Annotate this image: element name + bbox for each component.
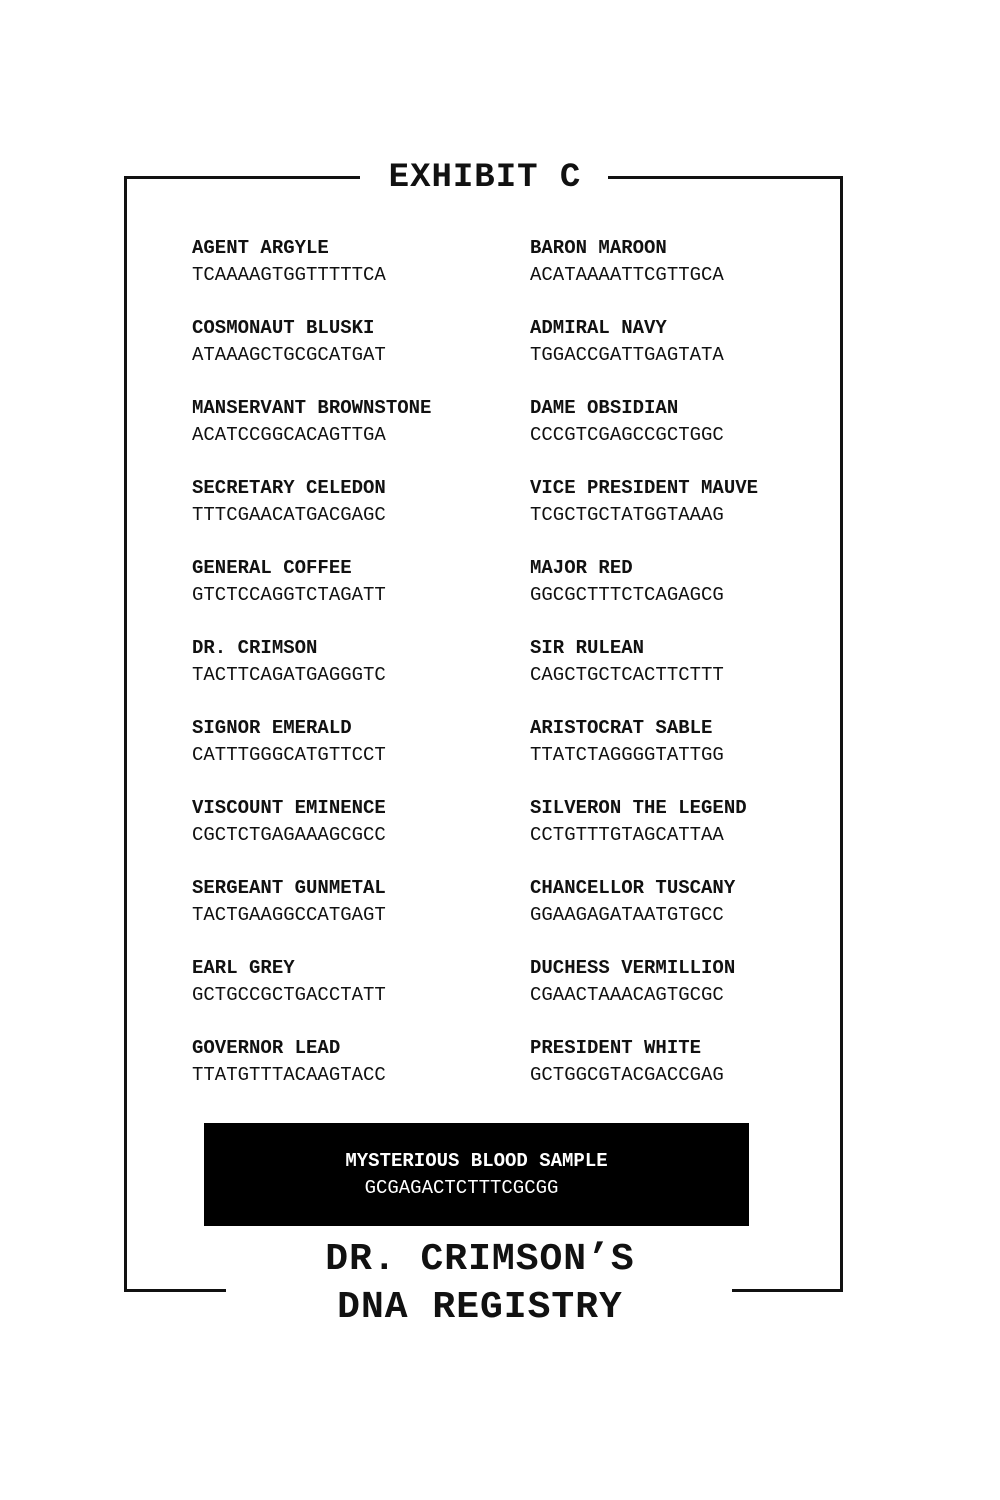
frame-left [124,176,127,1292]
dna-entry [192,232,530,312]
entry-name: VISCOUNT EMINENCE [192,797,386,819]
entry-sequence: ACATAAAATTCGTTGCA [530,264,724,286]
entry-name: CHANCELLOR TUSCANY [530,877,736,899]
entry-name: DR. CRIMSON [192,637,318,659]
entry-name: BARON MAROON [530,237,667,259]
dna-entry [192,872,530,952]
entry-name: DUCHESS VERMILLION [530,957,736,979]
entry-sequence: TTTCGAACATGACGAGC [192,504,386,526]
dna-entry [530,792,830,872]
entry-sequence: ACATCCGGCACAGTTGA [192,424,386,446]
mysterious-sample-box [204,1123,749,1226]
registry-title [230,1236,730,1332]
dna-entry [530,1032,830,1112]
entry-name: MAJOR RED [530,557,633,579]
registry-title-line-2: DNA REGISTRY [337,1286,623,1329]
entry-sequence: GGAAGAGATAATGTGCC [530,904,724,926]
entry-name: GOVERNOR LEAD [192,1037,341,1059]
dna-entry [530,872,830,952]
dna-entry [530,392,830,472]
entry-name: SIR RULEAN [530,637,645,659]
entry-sequence: CAGCTGCTCACTTCTTT [530,664,724,686]
frame-right [840,176,843,1292]
dna-entry [192,952,530,1032]
dna-entry [192,632,530,712]
dna-entry [192,712,530,792]
entry-name: EARL GREY [192,957,295,979]
dna-entry [530,232,830,312]
frame-bottom-left [124,1289,226,1292]
dna-entry-list [192,232,832,1112]
entry-sequence: TCAAAAGTGGTTTTTCA [192,264,386,286]
exhibit-title: EXHIBIT C [388,159,582,197]
entry-sequence: CCTGTTTGTAGCATTAA [530,824,724,846]
entry-name: ADMIRAL NAVY [530,317,667,339]
entry-sequence: GCTGCCGCTGACCTATT [192,984,386,1006]
entry-name: SECRETARY CELEDON [192,477,386,499]
entry-name: SILVERON THE LEGEND [530,797,747,819]
dna-entry [530,312,830,392]
entry-sequence: CATTTGGGCATGTTCCT [192,744,386,766]
entry-sequence: TCGCTGCTATGGTAAAG [530,504,724,526]
dna-entry [530,952,830,1032]
frame-top-left [124,176,360,179]
entry-sequence: TACTGAAGGCCATGAGT [192,904,386,926]
dna-entry [530,712,830,792]
registry-title-line-1: DR. CRIMSON’S [325,1238,635,1281]
frame-bottom-right [732,1289,843,1292]
entry-name: SIGNOR EMERALD [192,717,352,739]
entry-name: PRESIDENT WHITE [530,1037,702,1059]
dna-entry [192,792,530,872]
dna-entry [192,312,530,392]
dna-entry [192,552,530,632]
entry-name: ARISTOCRAT SABLE [530,717,713,739]
dna-entry [192,1032,530,1112]
entry-sequence: ATAAAGCTGCGCATGAT [192,344,386,366]
entry-sequence: GGCGCTTTCTCAGAGCG [530,584,724,606]
dna-entry [530,552,830,632]
entry-sequence: GTCTCCAGGTCTAGATT [192,584,386,606]
entry-name: DAME OBSIDIAN [530,397,679,419]
entry-name: AGENT ARGYLE [192,237,329,259]
entry-sequence: CCCGTCGAGCCGCTGGC [530,424,724,446]
dna-entry [192,392,530,472]
entry-name: COSMONAUT BLUSKI [192,317,375,339]
entry-sequence: CGAACTAAACAGTGCGC [530,984,724,1006]
entry-sequence: TTATGTTTACAAGTACC [192,1064,386,1086]
dna-entry [530,632,830,712]
entry-name: GENERAL COFFEE [192,557,352,579]
entry-name: VICE PRESIDENT MAUVE [530,477,759,499]
dna-entry [530,472,830,552]
entry-sequence: TTATCTAGGGGTATTGG [530,744,724,766]
entry-sequence: TACTTCAGATGAGGGTC [192,664,386,686]
entry-sequence: GCTGGCGTACGACCGAG [530,1064,724,1086]
entry-name: MANSERVANT BROWNSTONE [192,397,432,419]
sample-sequence: GCGAGACTCTTTCGCGG [364,1177,559,1199]
entry-sequence: TGGACCGATTGAGTATA [530,344,724,366]
dna-entry [192,472,530,552]
frame-top-right [608,176,843,179]
sample-label: MYSTERIOUS BLOOD SAMPLE [345,1150,608,1172]
entry-sequence: CGCTCTGAGAAAGCGCC [192,824,386,846]
entry-name: SERGEANT GUNMETAL [192,877,386,899]
